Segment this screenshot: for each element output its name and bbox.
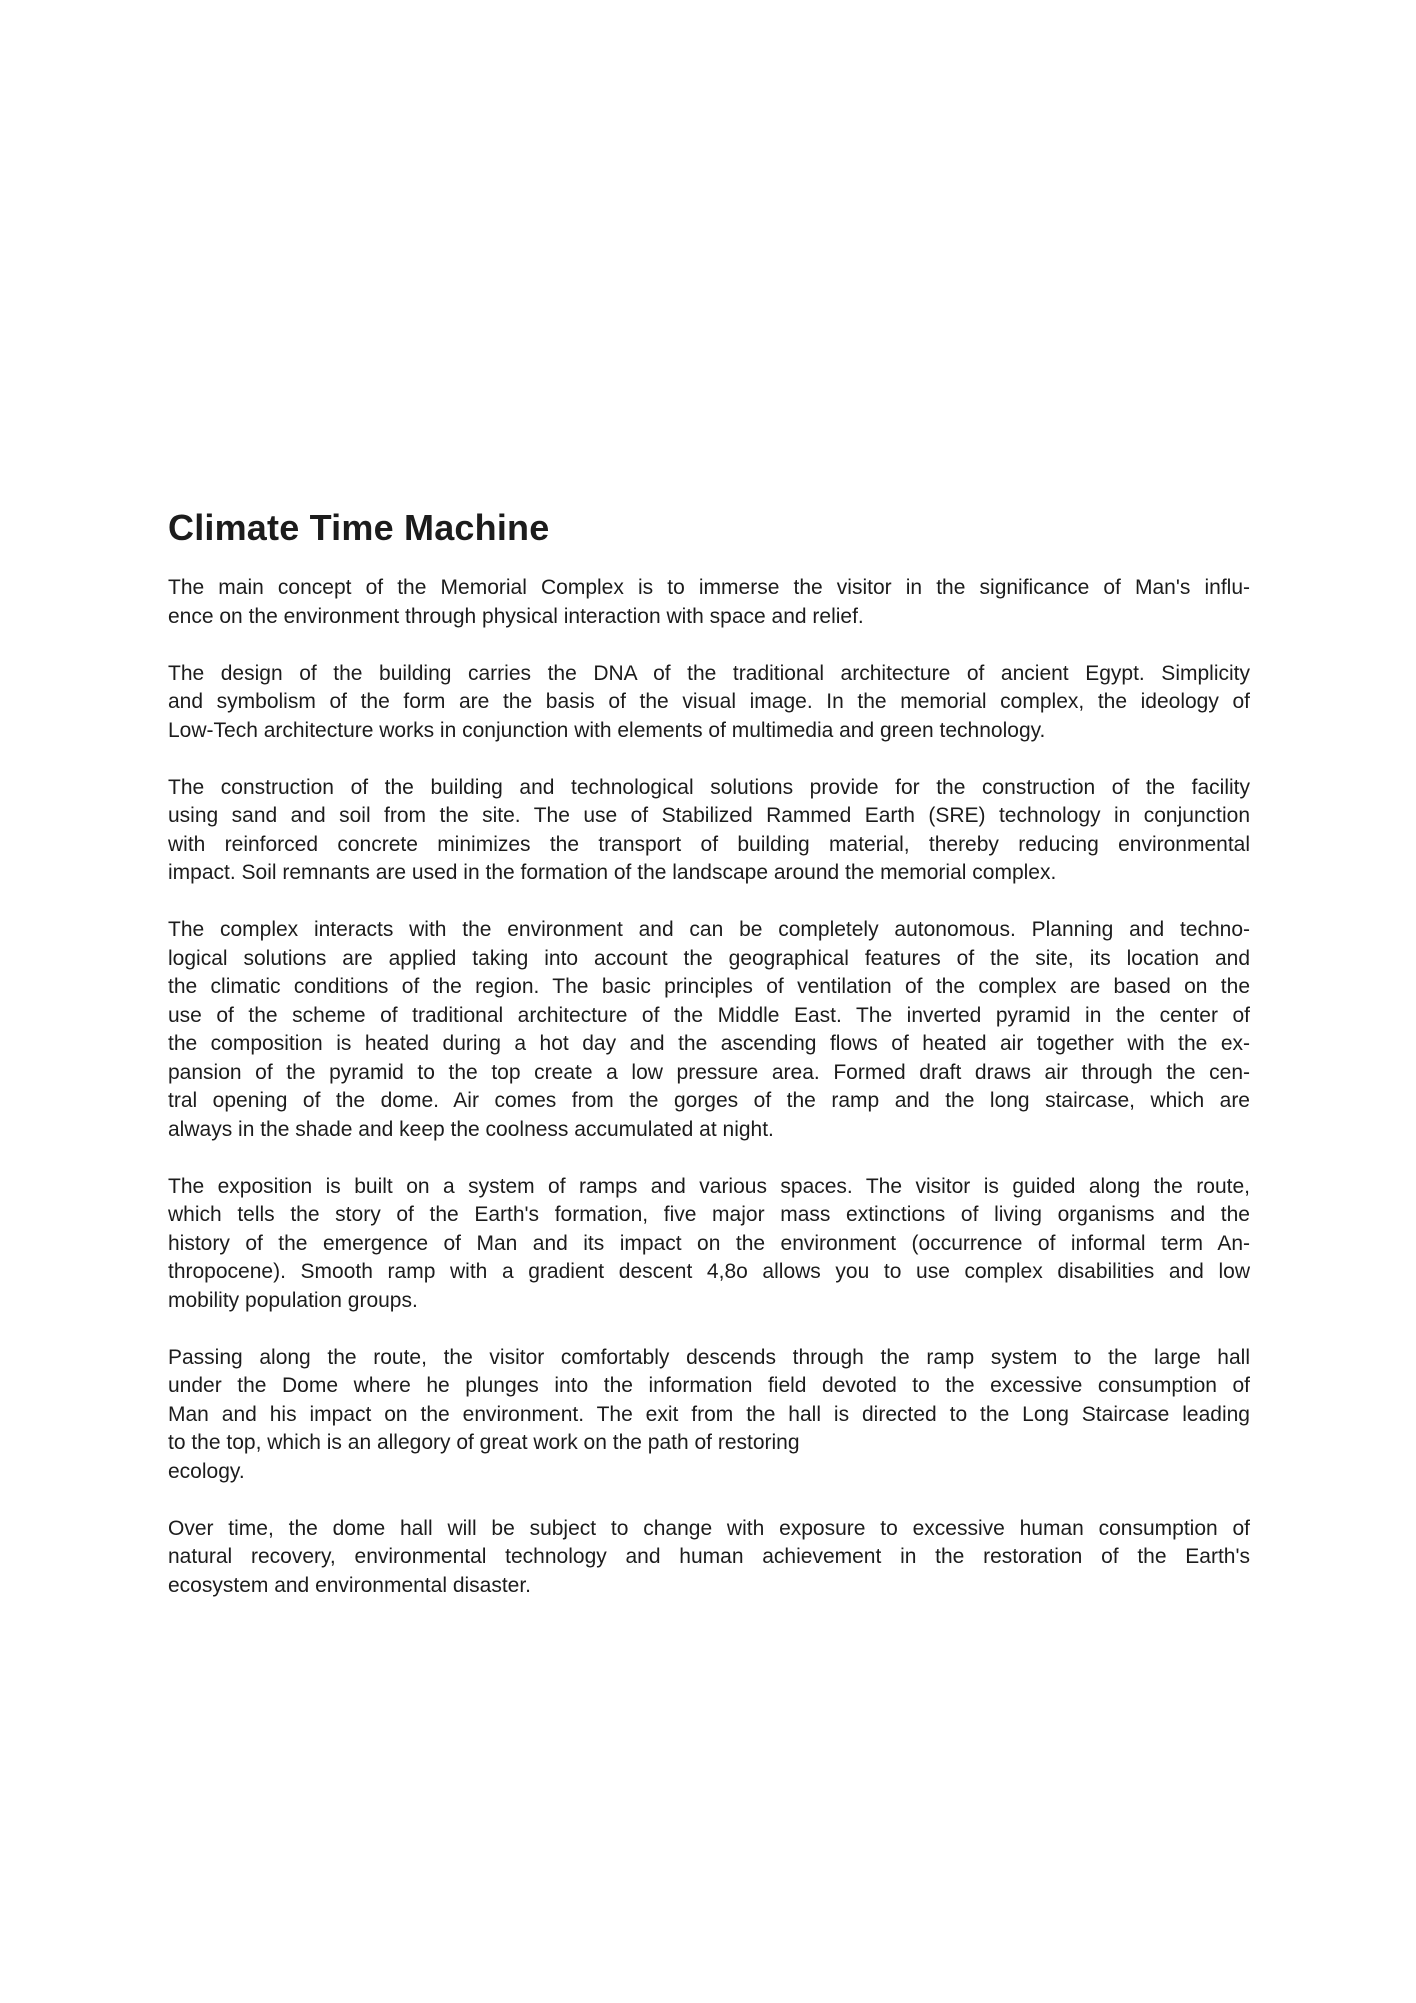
text-line: and symbolism of the form are the basis of the visual image. In the memorial complex, the ideology of	[168, 690, 1250, 713]
text-line: The construction of the building and technological solutions provide for the construction of the facility	[168, 775, 1250, 799]
text-line: The main concept of the Memorial Complex is to immerse the visitor in the significance of Man's influ-	[168, 576, 1250, 599]
text-line: natural recovery, environmental technology and human achievement in the restoration of the Earth's	[168, 1545, 1250, 1568]
text-line: pansion of the pyramid to the top create a low pressure area. Formed draft draws air through the cen-	[168, 1060, 1250, 1084]
text-line: Over time, the dome hall will be subject to change with exposure to excessive human consumption of	[168, 1516, 1250, 1540]
text-line: Passing along the route, the visitor comfortably descends through the ramp system to the large hall	[168, 1345, 1250, 1369]
text-column	[168, 506, 1250, 1600]
text-line: use of the scheme of traditional architecture of the Middle East. The inverted pyramid in the center of	[168, 1003, 1250, 1027]
paragraph	[168, 1515, 1250, 1601]
paragraph	[168, 774, 1250, 888]
text-line: tral opening of the dome. Air comes from the gorges of the ramp and the long staircase, which are	[168, 1089, 1250, 1112]
text-line: which tells the story of the Earth's formation, five major mass extinctions of living organisms and the	[168, 1203, 1250, 1226]
text-line: logical solutions are applied taking into account the geographical features of the site, its location and	[168, 946, 1250, 970]
paragraph	[168, 1173, 1250, 1316]
text-line: Low-Tech architecture works in conjunction with elements of multimedia and green technology.	[168, 718, 1046, 742]
text-line: history of the emergence of Man and its impact on the environment (occurrence of informal term An-	[168, 1231, 1250, 1255]
text-line: Man and his impact on the environment. The exit from the hall is directed to the Long Staircase leading	[168, 1402, 1250, 1426]
text-line: ecosystem and environmental disaster.	[168, 1573, 532, 1597]
text-line: using sand and soil from the site. The use of Stabilized Rammed Earth (SRE) technology in conjunction	[168, 804, 1250, 827]
text-line: ence on the environment through physical interaction with space and relief.	[168, 604, 864, 628]
text-line: mobility population groups.	[168, 1288, 418, 1312]
paragraph	[168, 574, 1250, 631]
paragraph	[168, 916, 1250, 1144]
paragraph	[168, 1344, 1250, 1487]
body-text	[168, 574, 1250, 1600]
text-line: The exposition is built on a system of ramps and various spaces. The visitor is guided along the route,	[168, 1174, 1250, 1198]
text-line: to the top, which is an allegory of great work on the path of restoring	[168, 1431, 800, 1454]
text-line: impact. Soil remnants are used in the formation of the landscape around the memorial complex.	[168, 861, 1057, 884]
text-line: The complex interacts with the environment and can be completely autonomous. Planning and techno-	[168, 918, 1250, 941]
text-line: ecology.	[168, 1459, 245, 1483]
text-line: the climatic conditions of the region. The basic principles of ventilation of the complex are based on the	[168, 975, 1250, 998]
text-line: The design of the building carries the DNA of the traditional architecture of ancient Egypt. Simplicity	[168, 661, 1250, 685]
text-line: the composition is heated during a hot day and the ascending flows of heated air together with the ex-	[168, 1032, 1250, 1055]
text-line: always in the shade and keep the coolness accumulated at night.	[168, 1117, 774, 1141]
text-line: with reinforced concrete minimizes the transport of building material, thereby reducing environmental	[168, 832, 1250, 856]
page-title: Climate Time Machine	[168, 507, 550, 548]
text-line: thropocene). Smooth ramp with a gradient descent 4,8o allows you to use complex disabilities and low	[168, 1260, 1250, 1283]
paragraph	[168, 660, 1250, 746]
text-line: under the Dome where he plunges into the information field devoted to the excessive consumption of	[168, 1374, 1250, 1397]
